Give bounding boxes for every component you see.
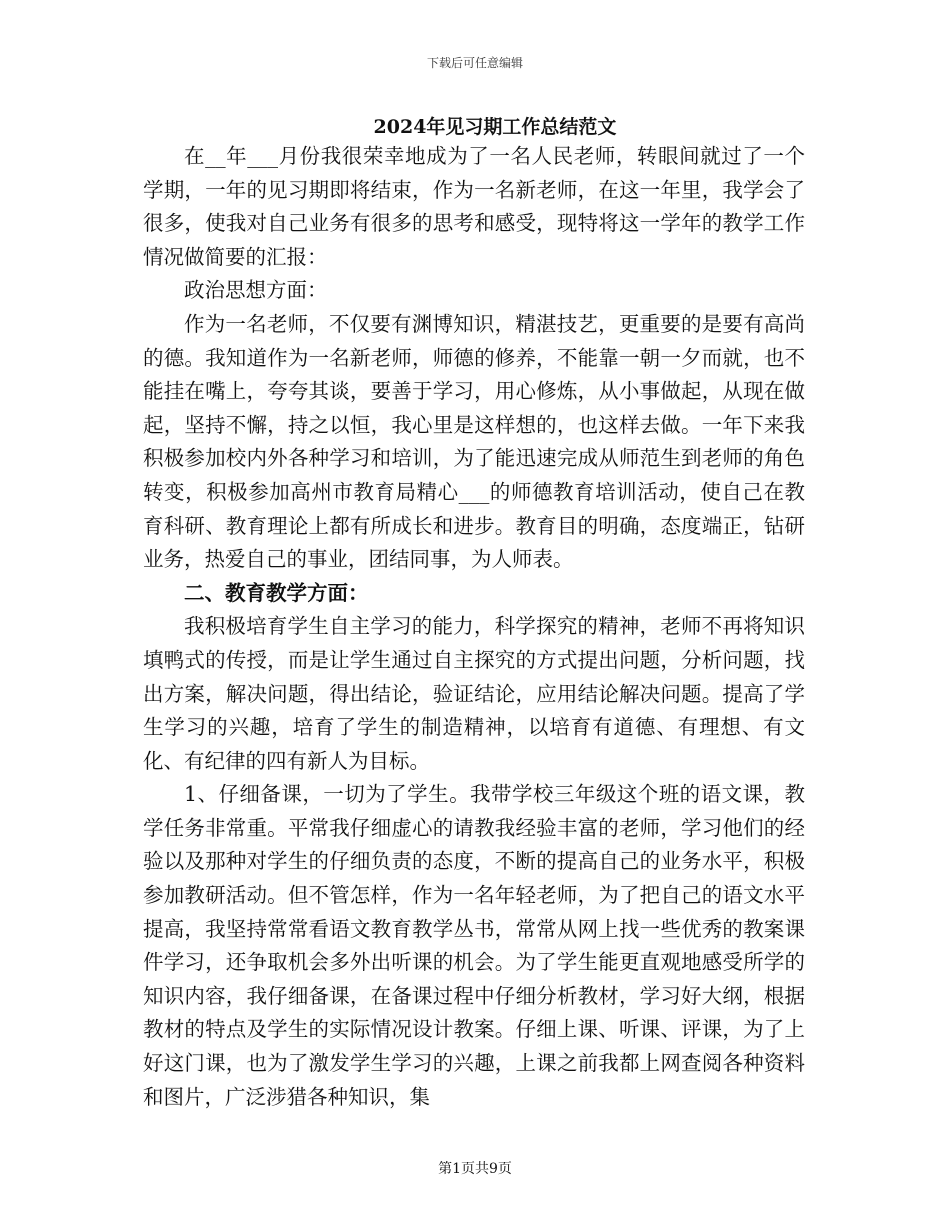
section-heading-teaching: 二、教育教学方面： — [184, 580, 369, 605]
paragraph-lesson-prep: 1、仔细备课，一切为了学生。我带学校三年级这个班的语文课，教学任务非常重。平常我仔细虚心的请教我经验丰富的老师，学习他们的经验以及那种对学生的仔细负责的态度，不断的提高自己的业务水平，积极参加教研活动。但不管怎样，作为一名年轻老师，为了把自己的语文水平提高，我坚持常常看语文教育教学丛书，常常从网上找一些优秀的教案课件学习，还争取机会多外出听课的机会。为了学生能更直观地感受所学的知识内容，我仔细备课，在备课过程中仔细分析教材，学习好大纲，根据教材的特点及学生的实际情况设计教案。仔细上课、听课、评课，为了上好这门课，也为了激发学生学习的兴趣，上课之前我都上网查阅各种资料和图片，广泛涉猎各种知识，集 — [143, 782, 805, 1109]
header-note: 下载后可任意编辑 — [426, 56, 523, 70]
page-footer: 第1页共9页 — [438, 1161, 512, 1177]
paragraph-intro: 在__年___月份我很荣幸地成为了一名人民老师，转眼间就过了一个学期，一年的见习期即将结束，作为一名新老师，在这一年里，我学会了很多，使我对自己业务有很多的思考和感受，现特将这一学年的教学工作情况做简要的汇报： — [143, 144, 805, 269]
paragraph-politics: 作为一名老师，不仅要有渊博知识，精湛技艺，更重要的是要有高尚的德。我知道作为一名新老师，师德的修养，不能靠一朝一夕而就，也不能挂在嘴上，夸夸其谈，要善于学习，用心修炼，从小事做起，从现在做起，坚持不懈，持之以恒，我心里是这样想的，也这样去做。一年下来我积极参加校内外各种学习和培训，为了能迅速完成从师范生到老师的角色转变，积极参加高州市教育局精心___的师德教育培训活动，使自己在教育科研、教育理论上都有所成长和进步。教育目的明确，态度端正，钻研业务，热爱自己的事业，团结同事，为人师表。 — [143, 311, 805, 572]
document-body — [143, 140, 805, 1114]
document-title: 2024年见习期工作总结范文 — [373, 116, 617, 138]
paragraph-teaching: 我积极培育学生自主学习的能力，科学探究的精神，老师不再将知识填鸭式的传授，而是让学生通过自主探究的方式提出问题，分析问题，找出方案，解决问题，得出结论，验证结论，应用结论解决问题。提高了学生学习的兴趣，培育了学生的制造精神，以培育有道德、有理想、有文化、有纪律的四有新人为目标。 — [143, 614, 805, 773]
section-heading-politics: 政治思想方面： — [184, 278, 328, 303]
